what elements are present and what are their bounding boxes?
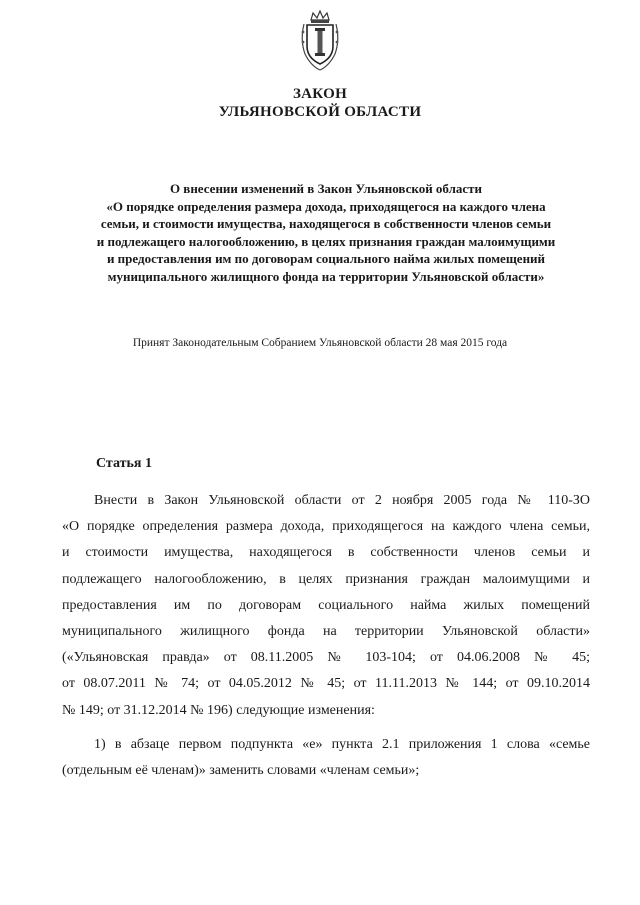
- subject-line: «О порядке определения размера дохода, приходящегося на каждого члена: [106, 198, 546, 214]
- paragraph-line: Внести в Закон Ульяновской области от 2 ноября 2005 года № 110-ЗО: [94, 493, 590, 508]
- coat-of-arms-icon: [299, 10, 341, 72]
- subject-line: и подлежащего налогообложению, в целях признания граждан малоимущими: [96, 233, 556, 249]
- article-heading: Статья 1: [96, 456, 152, 471]
- subject-line: семьи, и стоимости имущества, находящегося в собственности членов семьи: [100, 216, 552, 232]
- paragraph-line: («Ульяновская правда» от 08.11.2005 № 103-104; от 04.06.2008 № 45;: [62, 650, 590, 666]
- paragraph-line: 1) в абзаце первом подпункта «е» пункта 2.1 приложения 1 слова «семье: [94, 737, 590, 752]
- law-region: УЛЬЯНОВСКОЙ ОБЛАСТИ: [218, 104, 422, 120]
- article-paragraph-2: [62, 732, 590, 784]
- law-title: ЗАКОН: [292, 86, 348, 102]
- subject-line: муниципального жилищного фонда на территории Ульяновской области»: [107, 268, 545, 284]
- subject-line: и предоставления им по договорам социального найма жилых помещений: [106, 251, 546, 267]
- paragraph-line: подлежащего налогообложению, в целях признания граждан малоимущими и: [62, 571, 590, 587]
- paragraph-line: и стоимости имущества, находящегося в собственности членов семьи и: [62, 545, 590, 561]
- paragraph-line: предоставления им по договорам социального найма жилых помещений: [62, 597, 590, 613]
- paragraph-line: (отдельным её членам)» заменить словами «членам семьи»;: [62, 763, 420, 779]
- law-subject: [62, 180, 590, 286]
- paragraph-line: «О порядке определения размера дохода, приходящегося на каждого члена семьи,: [62, 519, 590, 535]
- paragraph-line: от 08.07.2011 № 74; от 04.05.2012 № 45; от 11.11.2013 № 144; от 09.10.2014: [62, 676, 590, 692]
- paragraph-line: № 149; от 31.12.2014 № 196) следующие изменения:: [62, 702, 375, 718]
- subject-line: О внесении изменений в Закон Ульяновской области: [169, 181, 483, 196]
- article-paragraph-1: [62, 488, 590, 724]
- adoption-note: Принят Законодательным Собранием Ульяновской области 28 мая 2015 года: [132, 337, 508, 349]
- paragraph-line: муниципального жилищного фонда на территории Ульяновской области»: [62, 623, 590, 639]
